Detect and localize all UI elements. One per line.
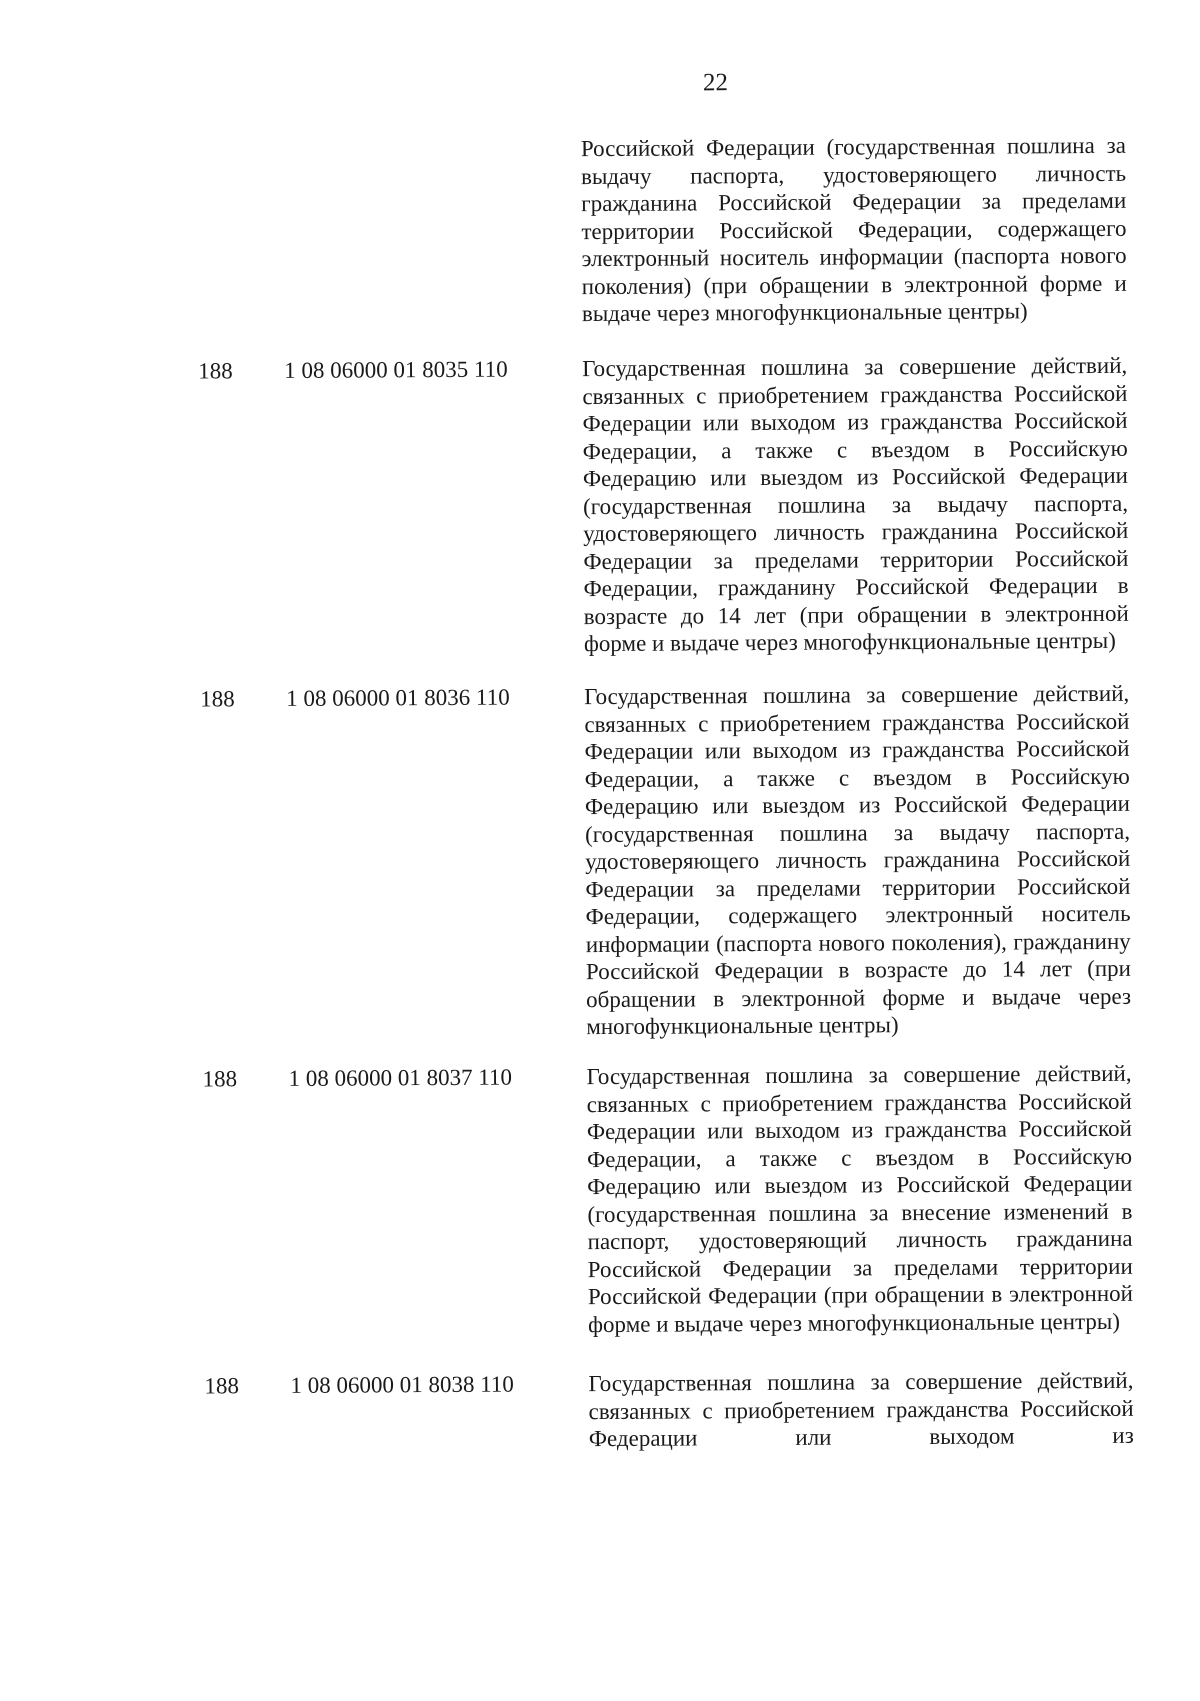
budget-classification-code: 1 08 06000 01 8037 110 bbox=[288, 1064, 513, 1091]
table-row bbox=[8, 1366, 1200, 1452]
table-row bbox=[7, 1059, 1200, 1337]
row-description: Государственная пошлина за совершение действий, связанных с приобретением гражданства Российской Федерации или выходом из гражданства Российской Федерации, а также с въездом в Российскую Федерацию или выездом из Российской Федерации (государственная пошлина за выдачу паспорта, удостоверяющего личность гражданина Российской Федерации за пределами территории Российской Федерации, гражданину Российской Федерации в возрасте до 14 лет (при обращении в электронной форме и выдаче через многофункциональные центры) bbox=[582, 352, 1129, 657]
row-description: Государственная пошлина за совершение действий, связанных с приобретением гражданства Российской Федерации или выходом из гражданства Российской Федерации, а также с въездом в Российскую Федерацию или выездом из Российской Федерации (государственная пошлина за выдачу паспорта, удостоверяющего личность гражданина Российской Федерации за пределами территории Российской Федерации, содержащего электронный носитель информации (паспорта нового поколения), гражданину Российской Федерации в возрасте до 14 лет (при обращении в электронной форме и выдаче через многофункциональные центры) bbox=[584, 680, 1132, 1040]
row-description: Государственная пошлина за совершение действий, связанных с приобретением гражданства Российской Федерации или выходом из bbox=[588, 1367, 1134, 1452]
page-number: 22 bbox=[702, 69, 729, 97]
administrator-code: 188 bbox=[202, 1066, 238, 1092]
row-description: Государственная пошлина за совершение действий, связанных с приобретением гражданства Российской Федерации или выходом из гражданства Российской Федерации, а также с въездом в Российскую Федерацию или выездом из Российской Федерации (государственная пошлина за внесение изменений в паспорт, удостоверяющий личность гражданина Российской Федерации за пределами территории Российской Федерации (при обращении в электронной форме и выдаче через многофункциональные центры) bbox=[586, 1060, 1133, 1337]
table-row bbox=[2, 351, 1200, 657]
budget-classification-code: 1 08 06000 01 8035 110 bbox=[284, 356, 508, 383]
table-row-continuation bbox=[1, 131, 1200, 327]
administrator-code: 188 bbox=[198, 358, 233, 384]
budget-classification-code: 1 08 06000 01 8038 110 bbox=[290, 1371, 514, 1398]
administrator-code: 188 bbox=[204, 1373, 240, 1399]
row-description: Российской Федерации (государственная пошлина за выдачу паспорта, удостоверяющего личность гражданина Российской Федерации за пределами территории Российской Федерации, содержащего электронный носитель информации (паспорта нового поколения) (при обращении в электронной форме и выдаче через многофункциональные центры) bbox=[580, 132, 1127, 327]
budget-classification-code: 1 08 06000 01 8036 110 bbox=[286, 684, 510, 711]
administrator-code: 188 bbox=[200, 686, 235, 712]
table-row bbox=[4, 679, 1200, 1040]
